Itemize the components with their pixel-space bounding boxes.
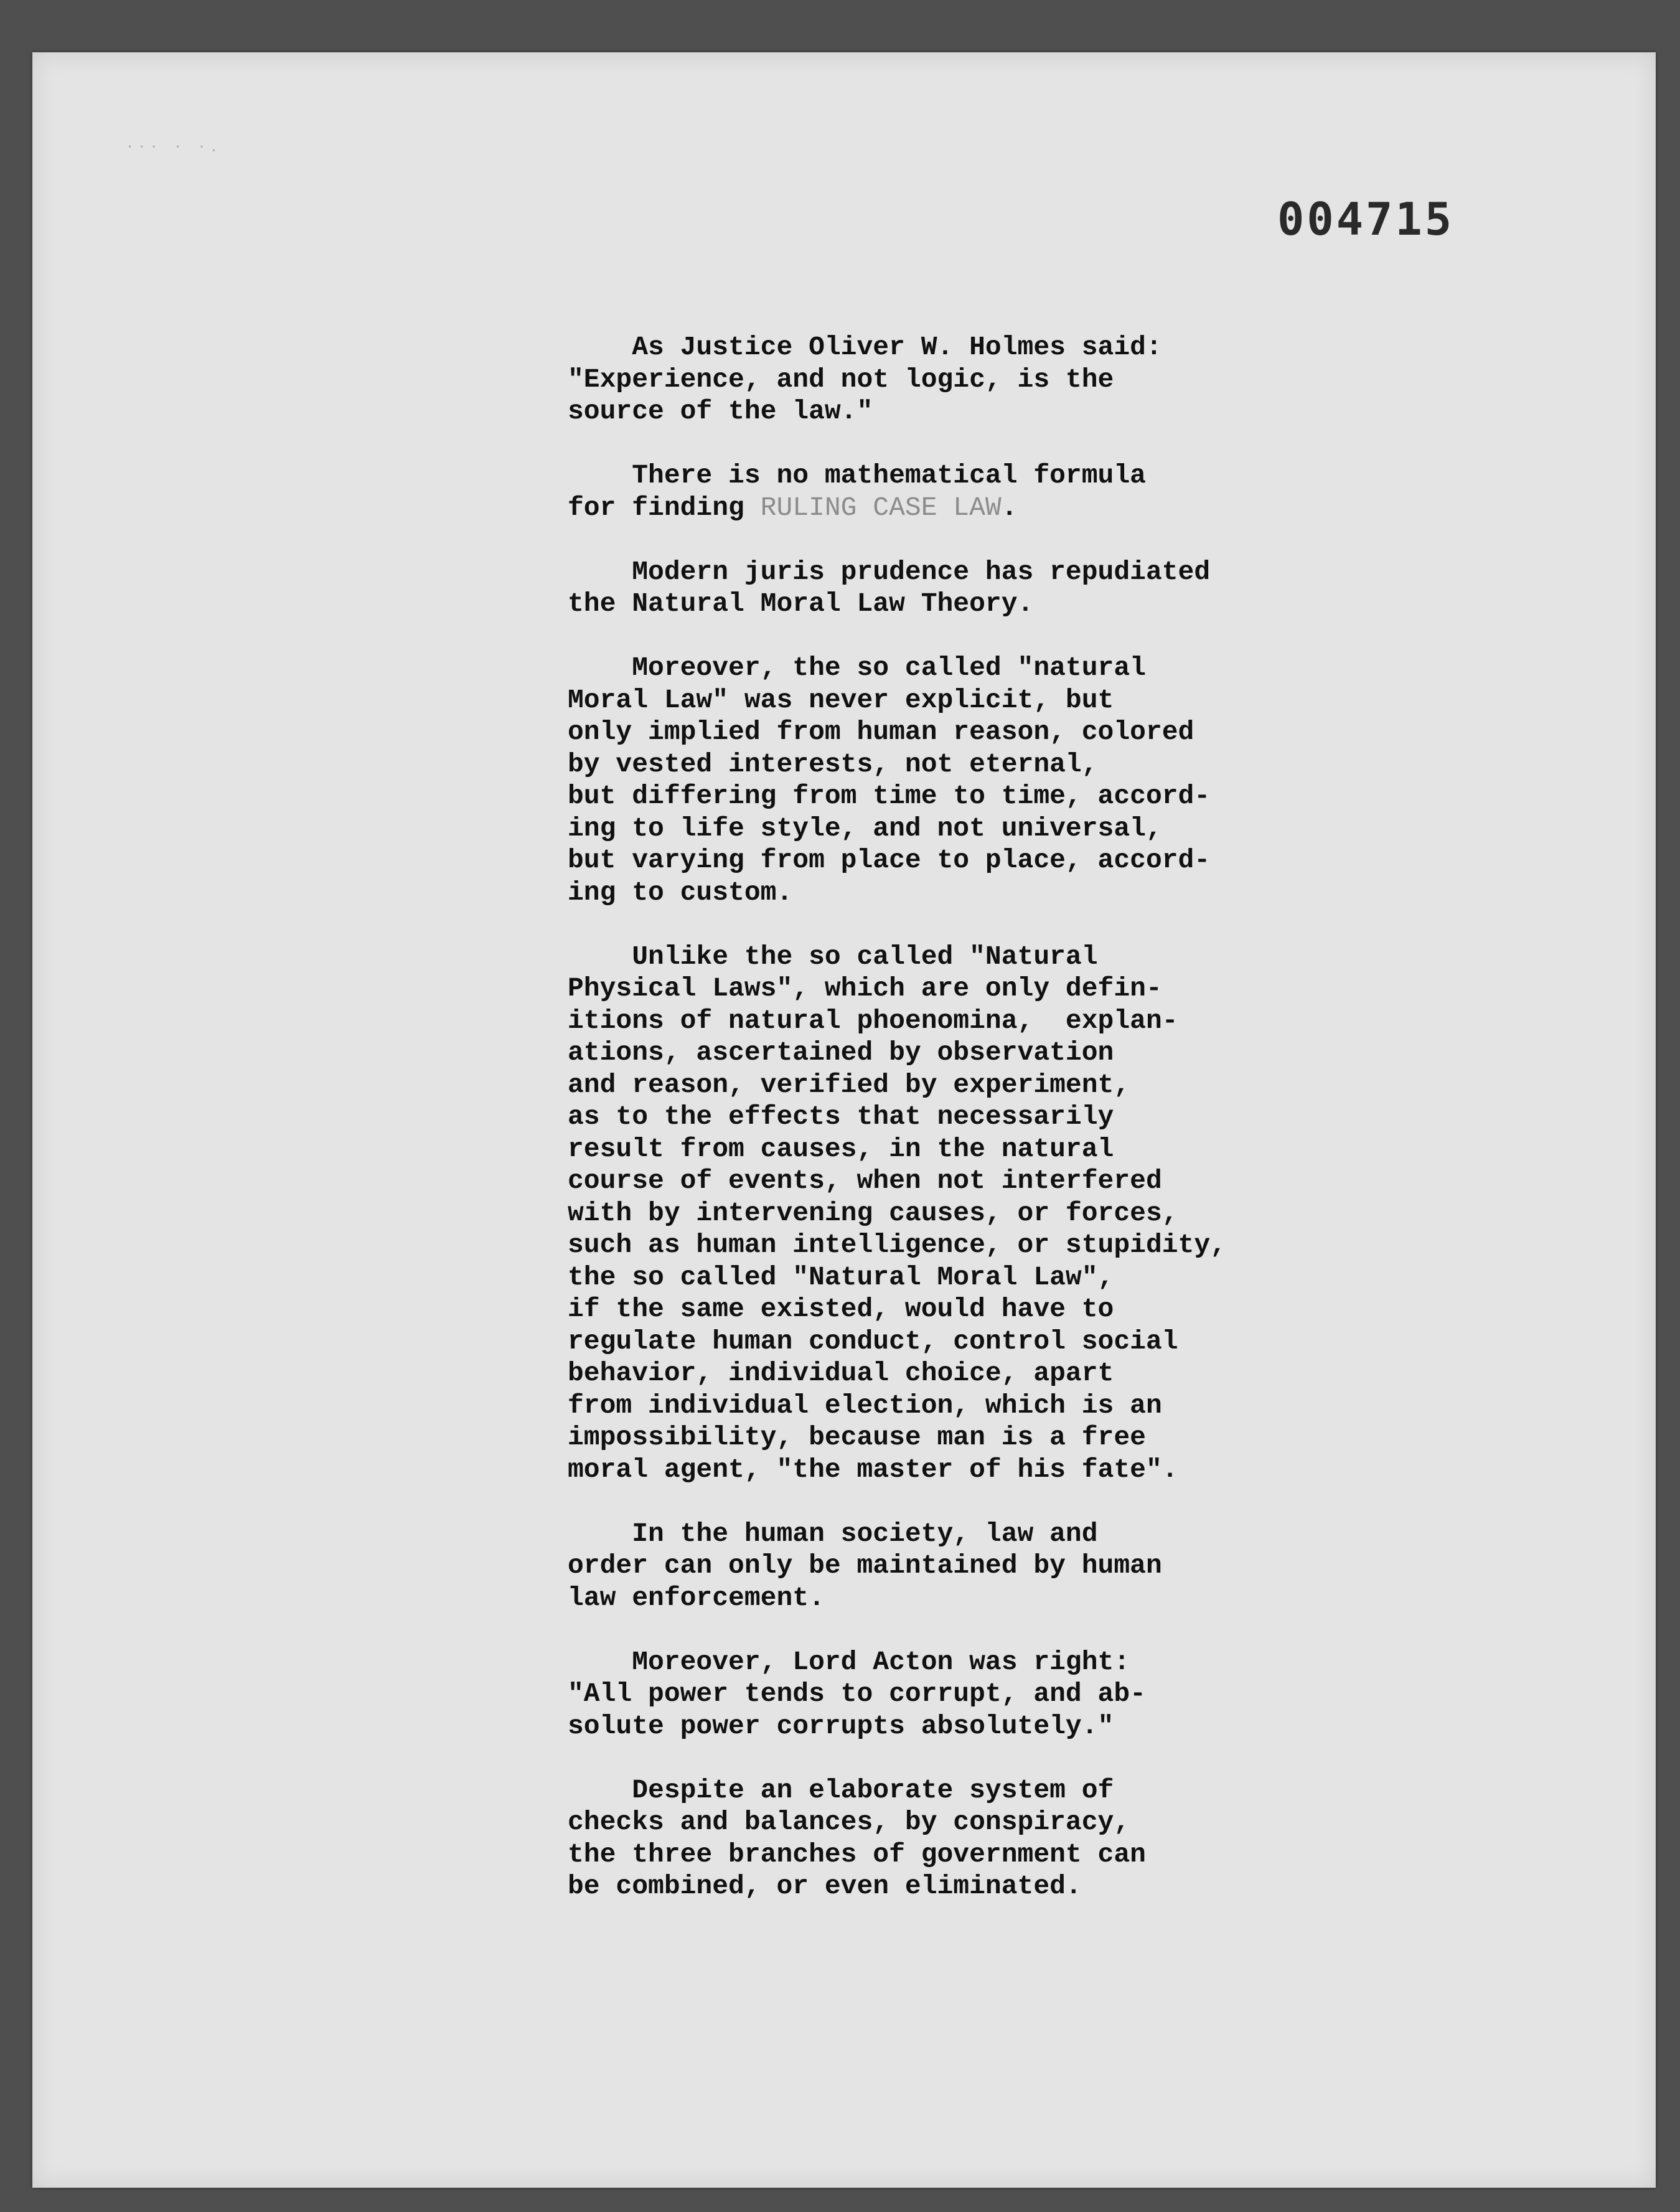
text-line: if the same existed, would have to bbox=[568, 1294, 1114, 1324]
text-line: impossibility, because man is a free bbox=[568, 1422, 1146, 1452]
text-line: with by intervening causes, or forces, bbox=[568, 1197, 1178, 1228]
text-line: such as human intelligence, or stupidity, bbox=[568, 1230, 1226, 1260]
text-line: behavior, individual choice, apart bbox=[568, 1358, 1114, 1388]
paragraph-holmes-quote bbox=[568, 331, 1439, 428]
text-line: be combined, or even eliminated. bbox=[568, 1871, 1082, 1901]
text-line: Moreover, the so called "natural bbox=[568, 652, 1146, 683]
text-line: checks and balances, by conspiracy, bbox=[568, 1807, 1130, 1837]
document-body bbox=[568, 331, 1439, 1934]
text-line: In the human society, law and bbox=[568, 1518, 1098, 1549]
ink-smudge: ⋅⋅⋅ ⋅ ⋅. bbox=[126, 139, 222, 155]
text-line: itions of natural phoenomina, explan- bbox=[568, 1005, 1178, 1036]
text-line: "Experience, and not logic, is the bbox=[568, 364, 1114, 395]
text-line: Physical Laws", which are only defin- bbox=[568, 973, 1162, 1004]
text-line: by vested interests, not eternal, bbox=[568, 748, 1098, 779]
paragraph-checks-and-balances bbox=[568, 1774, 1439, 1903]
text-line: ing to life style, and not universal, bbox=[568, 812, 1162, 844]
text-line: but varying from place to place, accord- bbox=[568, 845, 1211, 875]
text-line: only implied from human reason, colored bbox=[568, 717, 1194, 747]
document-page bbox=[32, 52, 1656, 2188]
text-line: Modern juris prudence has repudiated bbox=[568, 556, 1211, 587]
text-line: ing to custom. bbox=[568, 877, 793, 908]
text-line: as to the effects that necessarily bbox=[568, 1101, 1114, 1132]
text-line: but differing from time to time, accord- bbox=[568, 781, 1211, 811]
text-line: Despite an elaborate system of bbox=[568, 1774, 1114, 1805]
text-line: ations, ascertained by observation bbox=[568, 1037, 1114, 1068]
paragraph-natural-moral-law bbox=[568, 652, 1439, 908]
text-line: Moreover, Lord Acton was right: bbox=[568, 1646, 1130, 1677]
text-line: the three branches of government can bbox=[568, 1838, 1146, 1870]
text-line: regulate human conduct, control social bbox=[568, 1325, 1178, 1357]
text-line: law enforcement. bbox=[568, 1582, 825, 1613]
paragraph-natural-physical-laws bbox=[568, 941, 1439, 1486]
document-number: 004715 bbox=[1277, 193, 1455, 245]
faded-phrase: RULING CASE LAW bbox=[760, 492, 1002, 523]
text-line: course of events, when not interfered bbox=[568, 1165, 1162, 1196]
text-fragment: . bbox=[1001, 492, 1018, 523]
text-line: There is no mathematical formula bbox=[568, 460, 1146, 491]
paragraph-modern-jurisprudence bbox=[568, 556, 1439, 620]
text-fragment: for finding bbox=[568, 492, 761, 523]
text-line: the Natural Moral Law Theory. bbox=[568, 588, 1034, 619]
paragraph-lord-acton bbox=[568, 1646, 1439, 1743]
text-line: order can only be maintained by human bbox=[568, 1550, 1162, 1581]
paragraph-ruling-case-law bbox=[568, 459, 1439, 524]
text-line: source of the law." bbox=[568, 396, 873, 426]
text-line: result from causes, in the natural bbox=[568, 1133, 1114, 1164]
text-line: solute power corrupts absolutely." bbox=[568, 1710, 1114, 1741]
text-line: As Justice Oliver W. Holmes said: bbox=[568, 332, 1162, 362]
text-line: and reason, verified by experiment, bbox=[568, 1069, 1130, 1100]
text-line: moral agent, "the master of his fate". bbox=[568, 1454, 1178, 1485]
text-line: from individual election, which is an bbox=[568, 1390, 1162, 1421]
text-line: Unlike the so called "Natural bbox=[568, 941, 1098, 972]
paragraph-human-society bbox=[568, 1518, 1439, 1614]
text-line: the so called "Natural Moral Law", bbox=[568, 1261, 1114, 1292]
text-line: "All power tends to corrupt, and ab- bbox=[568, 1678, 1146, 1709]
text-line-with-highlight bbox=[568, 492, 1439, 524]
text-line: Moral Law" was never explicit, but bbox=[568, 684, 1114, 715]
